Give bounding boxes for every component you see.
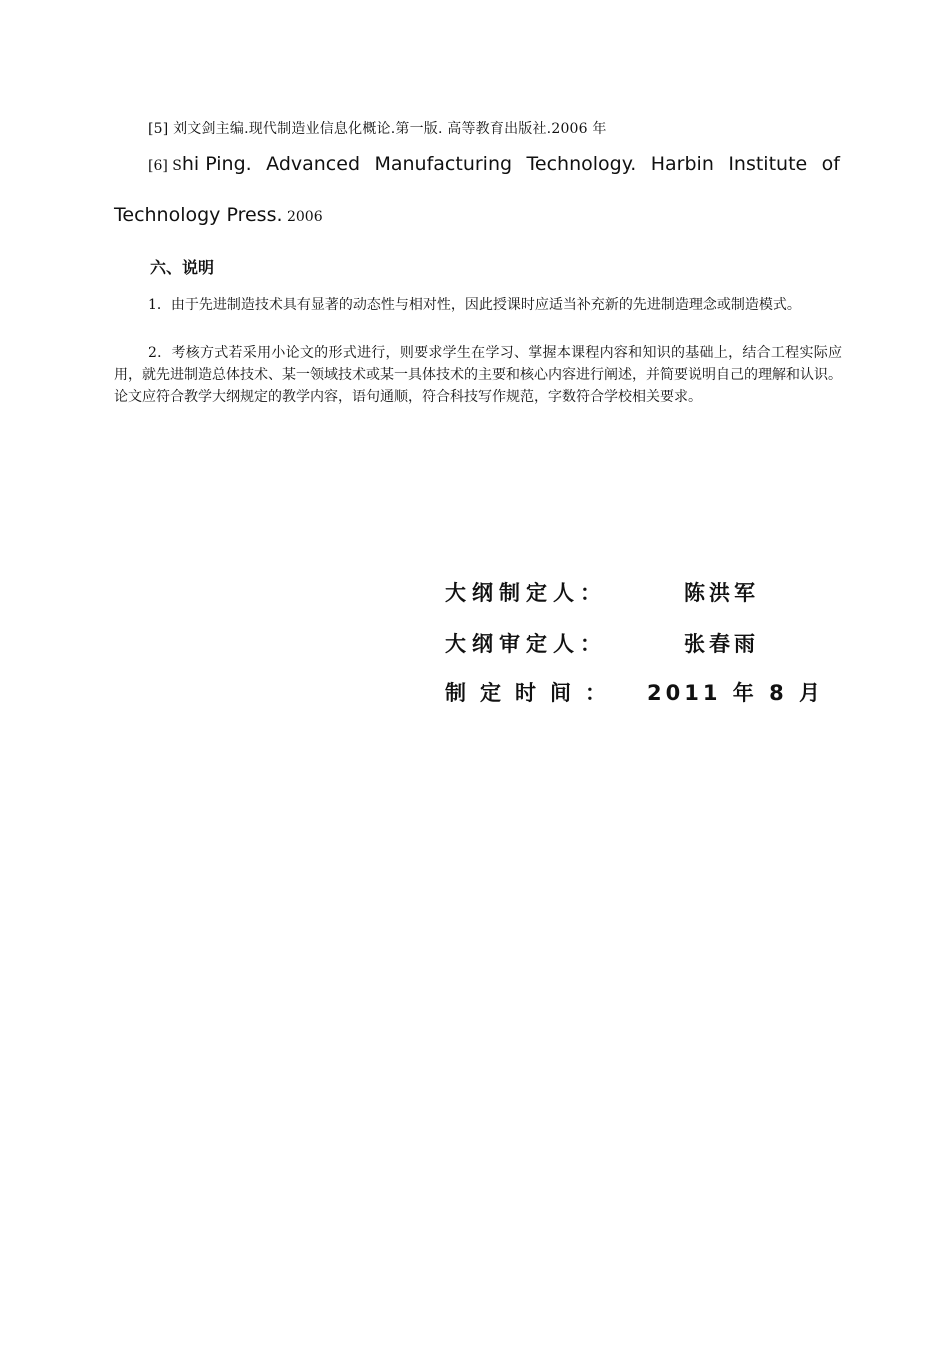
- date-label: 制定时间：: [445, 681, 620, 705]
- reference-6-year: 2006: [282, 209, 323, 225]
- reviewer-name: 张春雨: [684, 632, 759, 656]
- paragraph-2-text: 2．考核方式若采用小论文的形式进行，则要求学生在学习、掌握本课程内容和知识的基础上，结合工程实际应用，就先进制造总体技术、某一领域技术或某一具体技术的主要和核心内容进行阐述，并简要说明自己的理解和认识。论文应符合教学大纲规定的教学内容，语句通顺，符合科技写作规范，字数符合学校相关要求。: [114, 345, 842, 405]
- reviewer-label: 大纲审定人：: [445, 632, 607, 656]
- author-name: 陈洪军: [684, 581, 759, 605]
- reference-6-word: Technology.: [526, 153, 637, 175]
- reference-6-publisher: Technology Press.: [114, 204, 283, 226]
- reference-6-word: Institute: [728, 153, 808, 175]
- reference-6-word: Harbin: [650, 153, 714, 175]
- reference-6-word: Manufacturing: [374, 153, 513, 175]
- paragraph-1-text: 1．由于先进制造技术具有显著的动态性与相对性，因此授课时应适当补充新的先进制造理念或制造模式。: [148, 297, 801, 313]
- date-value: 2011 年 8 月: [647, 681, 824, 705]
- reference-6-word: of: [821, 153, 840, 175]
- reference-6-word: hi Ping.: [181, 153, 252, 175]
- author-label: 大纲制定人：: [445, 581, 607, 605]
- reference-6-line-2: [114, 204, 323, 226]
- reference-6-number: [6] S: [148, 158, 182, 174]
- paragraph-1: [114, 294, 842, 316]
- section-heading: 六、说明: [150, 258, 215, 277]
- reference-6-line-1: [148, 153, 840, 175]
- reference-5: [5] 刘文剑主编.现代制造业信息化概论.第一版. 高等教育出版社.2006 年: [148, 121, 607, 137]
- paragraph-2: [114, 342, 842, 408]
- reference-6-word: Advanced: [266, 153, 361, 175]
